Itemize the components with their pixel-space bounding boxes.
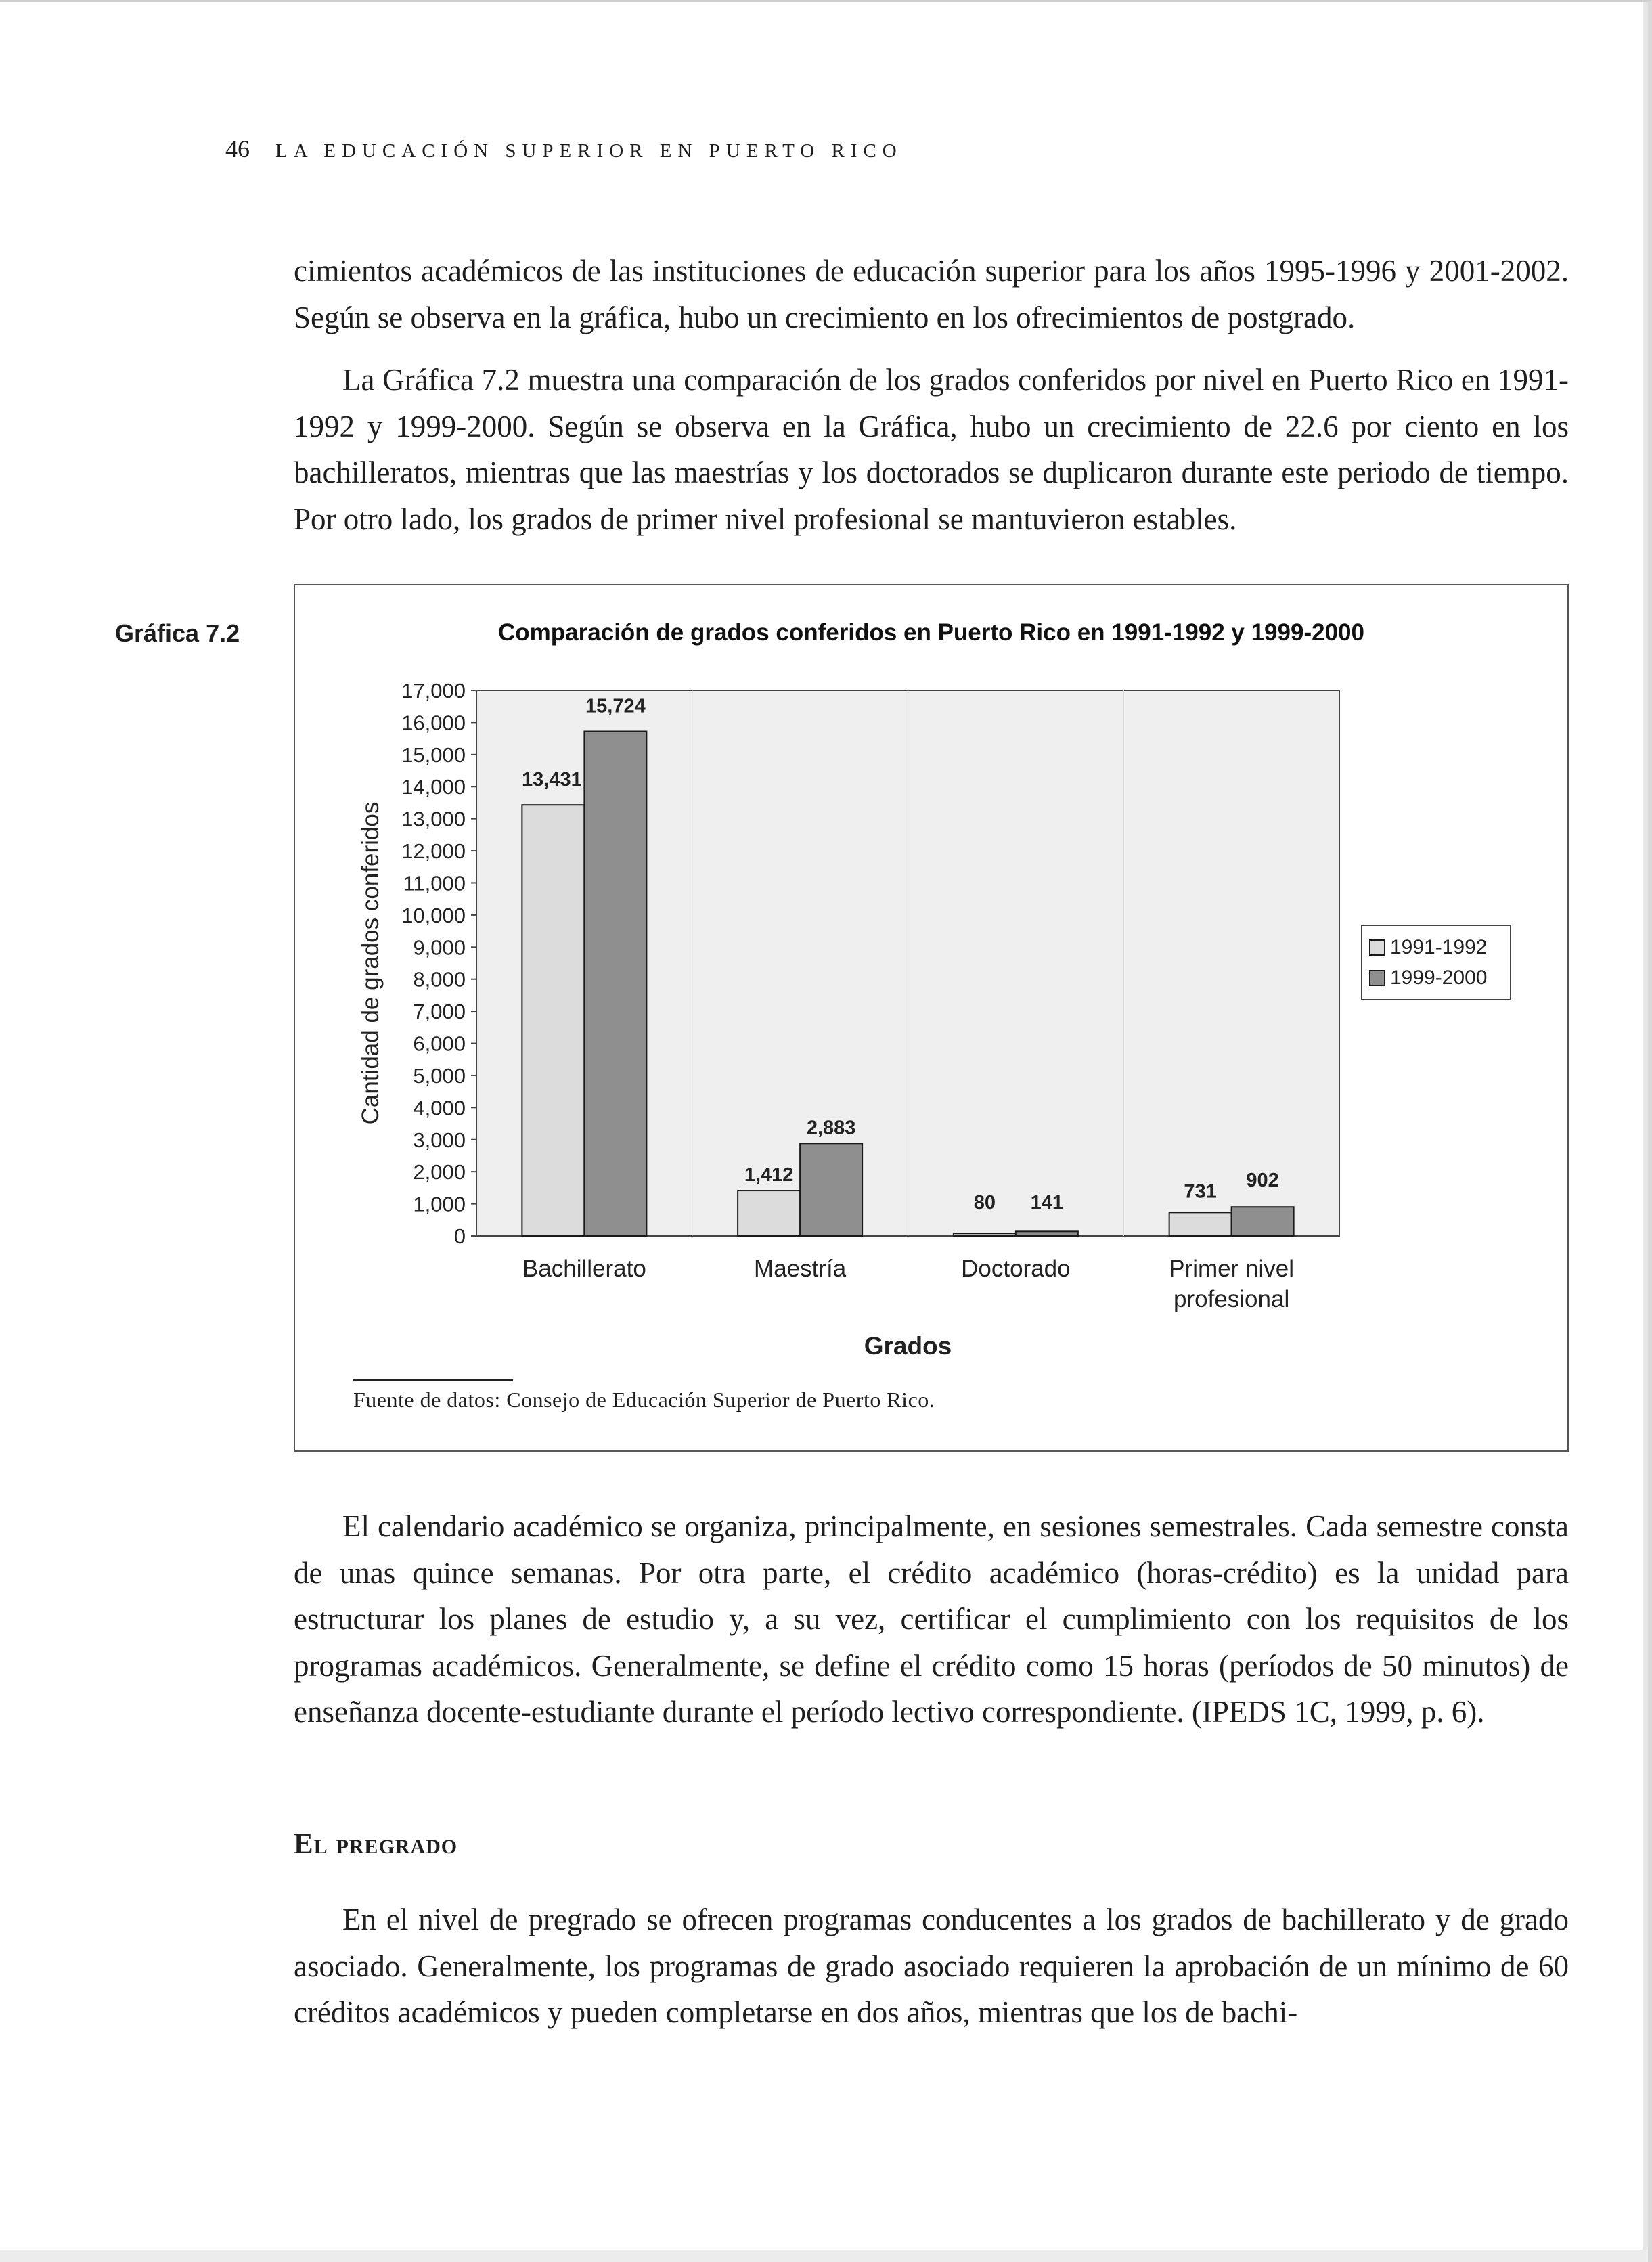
x-axis-label: Grados bbox=[864, 1332, 952, 1360]
data-label: 15,724 bbox=[585, 695, 646, 717]
y-tick-label: 9,000 bbox=[413, 935, 466, 960]
bar-1991-1992 bbox=[1169, 1212, 1232, 1236]
page-number: 46 bbox=[225, 135, 250, 162]
y-tick-label: 1,000 bbox=[413, 1192, 466, 1216]
x-tick-label: Maestría bbox=[754, 1256, 847, 1282]
data-label: 902 bbox=[1246, 1170, 1279, 1192]
legend-swatch-1991-1992 bbox=[1370, 940, 1385, 955]
bar-1991-1992 bbox=[954, 1233, 1016, 1236]
y-tick-label: 5,000 bbox=[413, 1063, 466, 1088]
paragraph-3: El calendario académico se organiza, principalmente, en sesiones semestrales. Cada semestre consta de unas quince semanas. Por otra parte, el crédito académico (horas-crédito) es la unidad para estructurar los planes de estudio y, a su vez, certificar el cumplimiento con los requisitos de los programas académicos. Generalmente, se define el crédito como 15 horas (períodos de 50 minutos) de enseñanza docente-estudiante durante el período lectivo correspondiente. (IPEDS 1C, 1999, p. 6). bbox=[294, 1509, 1569, 1729]
paragraph-2: La Gráfica 7.2 muestra una comparación de los grados conferidos por nivel en Puerto Rico en 1991-1992 y 1999-2000. Según se observa en la Gráfica, hubo un crecimiento de 22.6 por ciento en los bachilleratos, mientras que las maestrías y los doctorados se duplicaron durante este periodo de tiempo. Por otro lado, los grados de primer nivel profesional se mantuvieron estables. bbox=[294, 363, 1569, 536]
legend-label: 1991-1992 bbox=[1390, 936, 1488, 958]
y-tick-label: 15,000 bbox=[401, 742, 466, 767]
paragraph-1: cimientos académicos de las instituciones de educación superior para los años 1995-1996 y 2001-2002. Según se observa en la gráfica, hubo un crecimiento en los ofrecimientos de postgrado. bbox=[294, 254, 1569, 334]
y-tick-label: 14,000 bbox=[401, 775, 466, 799]
data-label: 731 bbox=[1184, 1180, 1217, 1203]
y-tick-label: 16,000 bbox=[401, 711, 466, 735]
section-heading: El pregrado bbox=[294, 1828, 458, 1860]
y-axis-label: Cantidad de grados conferidos bbox=[357, 801, 384, 1125]
y-tick-label: 0 bbox=[453, 1224, 466, 1248]
bar-1999-2000 bbox=[584, 731, 646, 1236]
scan-edge-shadow bbox=[1643, 2, 1648, 2262]
y-tick-label: 7,000 bbox=[413, 1000, 466, 1024]
data-label: 80 bbox=[973, 1192, 996, 1214]
y-tick-label: 3,000 bbox=[413, 1128, 466, 1152]
bar-1999-2000 bbox=[1232, 1207, 1294, 1236]
y-tick-label: 6,000 bbox=[413, 1032, 466, 1056]
running-header bbox=[225, 135, 903, 163]
y-tick-label: 10,000 bbox=[401, 903, 466, 927]
legend-label: 1999-2000 bbox=[1390, 967, 1488, 989]
x-tick-label: Bachillerato bbox=[522, 1256, 646, 1282]
bar-1991-1992 bbox=[522, 805, 584, 1236]
y-tick-label: 12,000 bbox=[401, 839, 466, 864]
bar-1991-1992 bbox=[738, 1191, 800, 1236]
x-tick-label: Doctorado bbox=[961, 1256, 1071, 1282]
y-tick-label: 13,000 bbox=[401, 807, 466, 831]
data-label: 2,883 bbox=[806, 1117, 856, 1139]
scan-bottom-edge bbox=[0, 2250, 1652, 2262]
running-title: LA EDUCACIÓN SUPERIOR EN PUERTO RICO bbox=[275, 140, 903, 162]
chart-title: Comparación de grados conferidos en Puerto Rico en 1991-1992 y 1999-2000 bbox=[498, 619, 1364, 646]
data-label: 1,412 bbox=[744, 1164, 794, 1187]
bar-1999-2000 bbox=[800, 1143, 862, 1236]
source-note: Fuente de datos: Consejo de Educación Superior de Puerto Rico. bbox=[353, 1388, 935, 1412]
y-tick-label: 4,000 bbox=[413, 1096, 466, 1120]
y-tick-label: 8,000 bbox=[413, 967, 466, 992]
data-label: 141 bbox=[1030, 1192, 1064, 1214]
paragraph-4: En el nivel de pregrado se ofrecen programas conducentes a los grados de bachillerato y de grado asociado. Generalmente, los programas de grado asociado requieren la aprobación de un mínimo de 60 créditos académicos y pueden completarse en dos años, mientras que los de bachi- bbox=[294, 1903, 1569, 2029]
data-label: 13,431 bbox=[522, 769, 582, 791]
source-rule bbox=[353, 1379, 513, 1381]
bar-chart bbox=[294, 584, 1569, 1452]
y-tick-label: 2,000 bbox=[413, 1160, 466, 1184]
y-tick-label: 11,000 bbox=[403, 871, 466, 895]
y-tick-label: 17,000 bbox=[401, 679, 466, 703]
legend-swatch-1999-2000 bbox=[1370, 971, 1385, 985]
figure-label: Gráfica 7.2 bbox=[115, 619, 240, 647]
x-tick-label: profesional bbox=[1174, 1286, 1290, 1312]
x-tick-label: Primer nivel bbox=[1169, 1256, 1295, 1282]
bar-1999-2000 bbox=[1016, 1231, 1078, 1236]
